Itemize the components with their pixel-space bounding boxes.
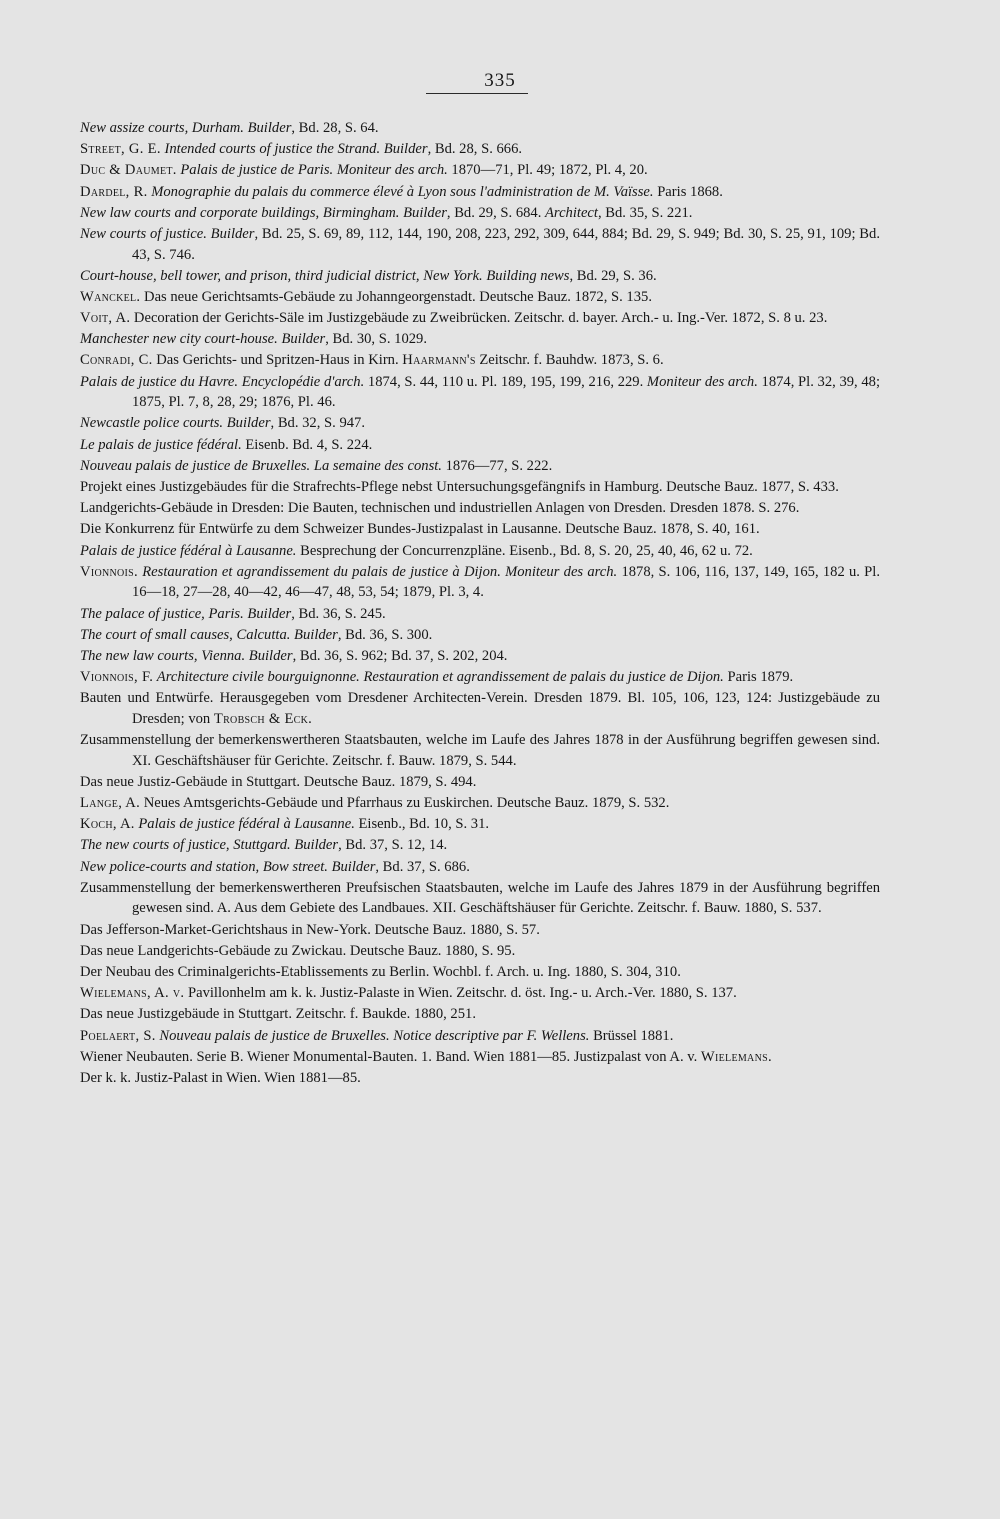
title-text: New assize courts, Durham. [80, 120, 244, 136]
author-name: Conradi, C. [80, 352, 153, 369]
citation-text: 1874, Pl. 32, 39, 48; 1875, Pl. 7, 8, 28, 29; 1876, Pl. 46. [132, 373, 881, 411]
title-text: Building news [486, 267, 570, 284]
citation-text: , Bd. 28, S. 64. [291, 120, 379, 136]
title-text: Builder [403, 204, 447, 221]
citation-text: Der k. k. Justiz-Palast in Wien. Wien 1881—85. [80, 1069, 361, 1086]
citation-text: Brüssel 1881. [589, 1027, 674, 1044]
citation-text: , Bd. 28, S. 666. [427, 141, 523, 158]
bibliography-entry [80, 350, 880, 371]
citation-text: Projekt eines Justizgebäudes für die Strafrechts-Pflege nebst Untersuchungsgefängnifs in Hamburg. Deutsche Bauz. 1877, S. 433. [80, 479, 839, 495]
author-name: Poelaert, S. [80, 1027, 156, 1044]
author-name: Koch, A. [80, 816, 135, 833]
title-text: Builder [383, 141, 428, 158]
citation-text: , Bd. 32, S. 947. [270, 415, 365, 432]
citation-text: Landgerichts-Gebäude in Dresden: Die Bauten, technischen und industriellen Anlagen von Dresden. Dresden 1878. S. 276. [80, 500, 800, 517]
author-name: Trobsch & Eck. [213, 710, 313, 727]
citation-text: Besprechung der Concurrenzpläne. Eisenb., Bd. 8, S. 20, 25, 40, 46, 62 u. 72. [296, 542, 753, 559]
bibliography-entry [80, 941, 880, 962]
bibliography-entry [80, 625, 880, 646]
citation-text: Paris 1879. [723, 669, 794, 686]
bibliography-entry [80, 772, 880, 793]
citation-text: Pavillonhelm am k. k. Justiz-Palaste in Wien. Zeitschr. d. öst. Ing.- u. Arch.-Ver. 1880, S. 137. [184, 985, 737, 1002]
author-name: Street, G. E. [80, 141, 161, 158]
citation-text: , Bd. 29, S. 684. [446, 204, 546, 221]
title-text: Palais de justice fédéral à Lausanne. [80, 542, 297, 559]
bibliography-entry [80, 287, 880, 308]
bibliography-entry [80, 477, 880, 498]
citation-text: Das neue Justiz-Gebäude in Stuttgart. Deutsche Bauz. 1879, S. 494. [80, 773, 477, 790]
title-text: New police-courts and station, Bow street. [80, 858, 328, 875]
title-text: Manchester new city court-house. [80, 331, 278, 348]
citation-text: , Bd. 36, S. 962; Bd. 37, S. 202, 204. [292, 647, 508, 664]
title-text: Builder [331, 858, 376, 875]
citation-text: Paris 1868. [653, 183, 723, 200]
bibliography-entry [80, 1026, 880, 1047]
bibliography-entry [80, 498, 880, 519]
citation-text: Decoration der Gerichts-Säle im Justizgebäude zu Zweibrücken. Zeitschr. d. bayer. Arch.- u. Ing.-Ver. 1872, S. 8 u. 23. [130, 310, 828, 327]
title-text: The court of small causes, Calcutta. [80, 626, 291, 643]
bibliography-entry [80, 793, 880, 814]
bibliography-entry [80, 667, 880, 688]
title-text: Builder [210, 225, 255, 242]
header-rule [426, 93, 528, 94]
title-text: Builder [248, 647, 293, 664]
bibliography-entry [80, 329, 880, 350]
citation-text: , Bd. 37, S. 12, 14. [338, 837, 448, 854]
bibliography-entry [80, 182, 880, 203]
citation-text: Das neue Landgerichts-Gebäude zu Zwickau. Deutsche Bauz. 1880, S. 95. [80, 942, 516, 959]
author-name: Vionnois, F. [80, 669, 154, 686]
author-name: Wielemans, A. v. [80, 985, 185, 1002]
bibliography-entry [80, 203, 880, 224]
title-text: Monographie du palais du commerce élevé à Lyon sous l'administration de M. Vaïsse. [151, 183, 654, 200]
citation-text: Das neue Justizgebäude in Stuttgart. Zeitschr. f. Baukde. 1880, 251. [80, 1006, 476, 1023]
title-text: Restauration et agrandissement du palais de justice à Dijon. [142, 563, 501, 580]
citation-text: Wiener Neubauten. Serie B. Wiener Monumental-Bauten. 1. Band. Wien 1881—85. Justizpalast von A. v. [80, 1048, 701, 1065]
bibliography-entry [80, 541, 880, 562]
citation-text: Die Konkurrenz für Entwürfe zu dem Schweizer Bundes-Justizpalast in Lausanne. Deutsche Bauz. 1878, S. 40, 161. [80, 521, 760, 538]
bibliography-entry [80, 435, 880, 456]
citation-text: Der Neubau des Criminalgerichts-Etablissements zu Berlin. Wochbl. f. Arch. u. Ing. 1880, S. 304, 310. [80, 963, 681, 980]
author-name: Wielemans. [700, 1048, 772, 1065]
title-text: The new courts of justice, Stuttgard. [80, 837, 291, 854]
citation-text: , Bd. 37, S. 686. [375, 858, 470, 875]
citation-text: , Bd. 29, S. 36. [569, 267, 657, 284]
title-text: Newcastle police courts. [80, 415, 224, 432]
title-text: Nouveau palais de justice de Bruxelles. Notice descriptive par F. Wellens. [159, 1027, 590, 1044]
title-text: Nouveau palais de justice de Bruxelles. [80, 457, 311, 474]
bibliography-entry [80, 1047, 880, 1068]
title-text: The palace of justice, Paris. [80, 605, 244, 622]
bibliography-entry [80, 224, 880, 265]
citation-text: , Bd. 30, S. 1029. [325, 331, 427, 348]
author-name: Haarmann's [402, 352, 476, 369]
bibliography-list [80, 118, 880, 1089]
title-text: Builder [247, 605, 292, 622]
citation-text: Zeitschr. f. Bauhdw. 1873, S. 6. [475, 352, 664, 369]
citation-text: Bauten und Entwürfe. Herausgegeben vom Dresdener Architecten-Verein. Dresden 1879. Bl. 105, 106, 123, 124: Justizgebäude zu Dresden; von [80, 690, 880, 727]
title-text: Architecture civile bourguignonne. Restauration et agrandissement de palais du justice de Dijon. [156, 669, 724, 686]
bibliography-entry [80, 562, 880, 603]
citation-text: Neues Amtsgerichts-Gebäude und Pfarrhaus zu Euskirchen. Deutsche Bauz. 1879, S. 532. [140, 795, 670, 812]
citation-text: 1870—71, Pl. 49; 1872, Pl. 4, 20. [447, 162, 648, 179]
bibliography-entry [80, 1004, 880, 1025]
title-text: Intended courts of justice the Strand. [164, 141, 381, 158]
citation-text: , Bd. 36, S. 300. [337, 626, 433, 643]
title-text: Palais de justice de Paris. [180, 162, 334, 179]
bibliography-entry [80, 814, 880, 835]
citation-text: Das Jefferson-Market-Gerichtshaus in New-York. Deutsche Bauz. 1880, S. 57. [80, 921, 540, 938]
citation-text: Eisenb., Bd. 10, S. 31. [354, 816, 490, 833]
author-name: Duc & Daumet. [80, 162, 177, 179]
citation-text: 1874, S. 44, 110 u. Pl. 189, 195, 199, 216, 229. [364, 373, 647, 390]
citation-text: , Bd. 25, S. 69, 89, 112, 144, 190, 208, 223, 292, 309, 644, 884; Bd. 29, S. 949; Bd. 30, S. 25, 91, 109; Bd. 43, S. 746. [132, 225, 880, 263]
title-text: Court-house, bell tower, and prison, third judicial district, New York. [80, 267, 483, 284]
bibliography-entry [80, 413, 880, 434]
bibliography-entry [80, 983, 880, 1004]
title-text: Architect [545, 204, 598, 221]
bibliography-entry [80, 519, 880, 540]
title-text: Palais de justice du Havre. [80, 373, 239, 390]
bibliography-entry [80, 160, 880, 181]
author-name: Voit, A. [80, 310, 131, 327]
title-text: Encyclopédie d'arch. [241, 373, 365, 390]
citation-text: Das Gerichts- und Spritzen-Haus in Kirn. [152, 352, 403, 369]
bibliography-entry [80, 730, 880, 771]
bibliography-entry [80, 1068, 880, 1089]
citation-text: Eisenb. Bd. 4, S. 224. [241, 436, 373, 453]
citation-text: Das neue Gerichtsamts-Gebäude zu Johanngeorgenstadt. Deutsche Bauz. 1872, S. 135. [140, 288, 652, 305]
author-name: Wanckel. [80, 288, 141, 305]
bibliography-entry [80, 688, 880, 729]
citation-text: , Bd. 35, S. 221. [597, 204, 693, 221]
citation-text: , Bd. 36, S. 245. [291, 605, 386, 622]
bibliography-entry [80, 118, 880, 139]
title-text: The new law courts, Vienna. [80, 647, 246, 664]
bibliography-entry [80, 456, 880, 477]
title-text: Moniteur des arch. [336, 162, 448, 179]
title-text: New courts of justice. [80, 225, 207, 242]
title-text: Builder [294, 837, 339, 854]
title-text: Builder [247, 120, 292, 136]
title-text: Palais de justice fédéral à Lausanne. [138, 816, 355, 833]
author-name: Dardel, R. [80, 183, 148, 200]
title-text: La semaine des const. [313, 457, 442, 474]
bibliography-entry [80, 878, 880, 919]
author-name: Vionnois. [80, 563, 138, 580]
bibliography-entry [80, 857, 880, 878]
title-text: New law courts and corporate buildings, Birmingham. [80, 204, 400, 221]
title-text: Le palais de justice fédéral. [80, 436, 242, 453]
bibliography-entry [80, 139, 880, 160]
bibliography-entry [80, 308, 880, 329]
title-text: Moniteur des arch. [646, 373, 758, 390]
bibliography-entry [80, 962, 880, 983]
title-text: Builder [281, 331, 326, 348]
bibliography-entry [80, 920, 880, 941]
page-number: 335 [484, 70, 516, 91]
bibliography-entry [80, 835, 880, 856]
citation-text: 1878, S. 106, 116, 137, 149, 165, 182 u. Pl. 16—18, 27—28, 40—42, 46—47, 48, 53, 54; 1879, Pl. 3, 4. [132, 563, 880, 601]
citation-text: Zusammenstellung der bemerkenswertheren Preufsischen Staatsbauten, welche im Laufe des Jahres 1879 in der Ausführung begriffen gewesen sind. A. Aus dem Gebiete des Landbaues. XII. Geschäftshäuser für Gerichte. Zeitschr. f. Bauw. 1880, S. 537. [80, 879, 880, 917]
bibliography-entry [80, 372, 880, 413]
title-text: Builder [294, 626, 338, 643]
bibliography-entry [80, 646, 880, 667]
bibliography-entry [80, 266, 880, 287]
citation-text: Zusammenstellung der bemerkenswertheren Staatsbauten, welche im Laufe des Jahres 1878 in der Ausführung begriffen gewesen sind. XI. Geschäftshäuser für Gerichte. Zeitschr. f. Bauw. 1879, S. 544. [80, 732, 880, 769]
bibliography-entry [80, 604, 880, 625]
author-name: Lange, A. [80, 795, 141, 812]
title-text: Moniteur des arch. [505, 563, 618, 580]
citation-text: 1876—77, S. 222. [441, 457, 553, 474]
title-text: Builder [226, 415, 271, 432]
